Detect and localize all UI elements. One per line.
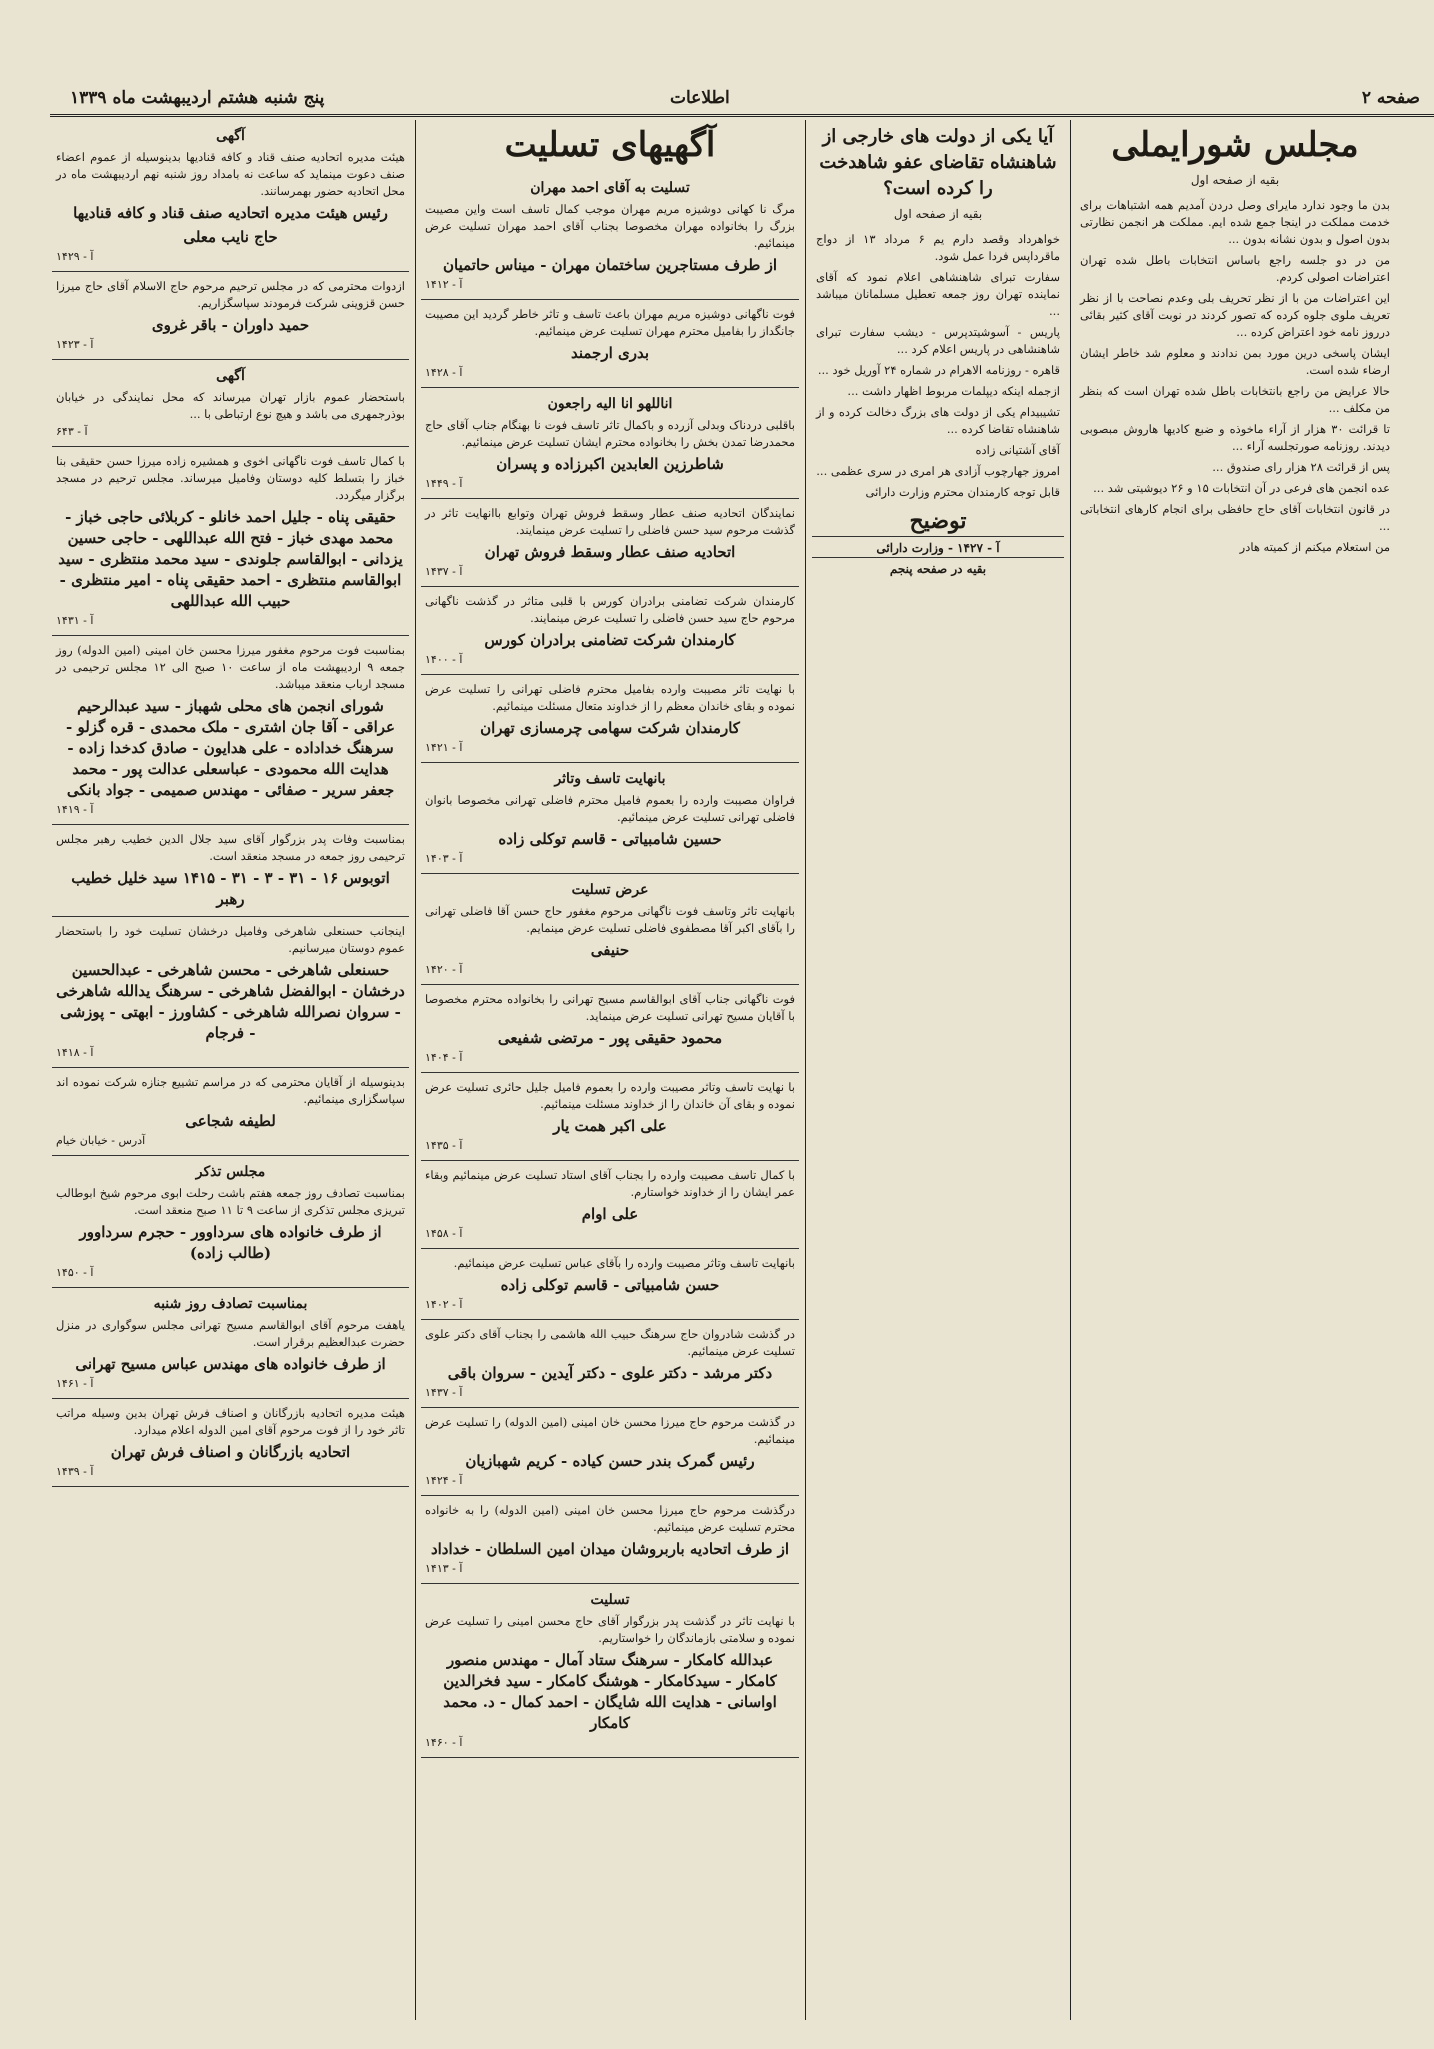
ad-signature: کارمندان شرکت سهامی چرمسازی تهران xyxy=(480,719,740,737)
ad-item xyxy=(52,447,409,636)
ad-signature: از طرف خانواده های مهندس عباس مسیح تهرانی xyxy=(75,1355,386,1373)
ad-code: آ - ۱۴۵۰ xyxy=(56,1266,94,1279)
ad-body: بمناسبت وفات پدر بزرگوار آقای سید جلال الدین خطیب رهبر مجلس ترحیمی روز جمعه در مسجد منعقد است. xyxy=(56,832,405,863)
ad-signature: بدری ارجمند xyxy=(570,344,649,362)
ad-signature: از طرف مستاجرین ساختمان مهران - میناس حاتمیان xyxy=(443,256,777,274)
ad-body: مرگ نا کهانی دوشیزه مریم مهران موجب کمال تاسف است واین مصیبت بزرگ را بخانواده مهران مخصوصا بجناب آقای احمد مهران تسلیت عرض مینمائیم. xyxy=(425,202,795,250)
ad-body: بمناسبت تصادف روز جمعه هفتم باشت رحلت ابوی مرحوم شیخ ابوطالب تبریزی مجلس تذکری از ساعت ۹ تا ۱۱ صبح منعقد است. xyxy=(56,1186,405,1217)
article-paragraph: در قانون انتخابات آقای حاج حافظی برای انجام کارهای انتخاباتی ... xyxy=(1080,502,1390,533)
ad-item xyxy=(421,1249,799,1320)
ads-list xyxy=(52,120,409,1487)
article-paragraph: ازجمله اینکه دیپلمات مربوط اظهار داشت ... xyxy=(847,384,1060,398)
ad-signature: حسین شامبیاتی - قاسم توکلی زاده xyxy=(498,830,722,848)
article-paragraph: این اعتراضات من با از نظر تحریف بلی وعدم نصاحت با از نظر تعریف ملوی جلوه کرده که تصور کردند در نوبت آقای کثیر بقائی درروز نامه خود اعتراض کرده ... xyxy=(1080,291,1390,339)
ad-item xyxy=(421,1073,799,1161)
ad-signature: حمید داوران - باقر غروی xyxy=(151,316,310,334)
ad-item xyxy=(52,1156,409,1288)
ad-item xyxy=(421,1320,799,1408)
ad-code: آ - ۱۴۱۲ xyxy=(425,278,463,291)
column-rule xyxy=(415,120,416,2020)
ad-item xyxy=(421,499,799,587)
notice-title: توضیح xyxy=(909,508,967,534)
ad-item xyxy=(52,272,409,360)
article-paragraph: حالا عرایض من راجع بانتخابات باطل شده تهران است که بنظر من مکلف ... xyxy=(1080,384,1390,415)
article-headline: آیا یکی از دولت های خارجی از شاهنشاه تقاضای عفو شاهدخت را کرده است؟ xyxy=(819,126,1057,199)
column-rule xyxy=(805,120,806,2020)
article-paragraph: تا قرائت ۳۰ هزار از آراء ماخوذه و ضبع کادیها هاروش مبصوبی دیدند. روزنامه صورتجلسه آراء ... xyxy=(1080,422,1391,453)
ad-signature: از طرف خانواده های سرداوور - حجرم سرداوور (طالب زاده) xyxy=(79,1223,382,1262)
ad-item xyxy=(421,874,799,985)
ad-signature: حنیفی xyxy=(590,941,630,959)
ad-signature: شورای انجمن های محلی شهباز - سید عبدالرحیم عراقی - آقا جان اشتری - ملک محمدی - قره گزلو - سرهنگ خداداده - علی هدایون - صادق کدخدا زاده - هدایت الله محمودی - عباسعلی عدالت پور - محمد جعفر سریر - صفائی - مهندس صمیمی - جواد بانکی xyxy=(66,697,395,799)
ad-code: آ - ۱۴۴۹ xyxy=(425,477,463,490)
ad-item xyxy=(421,300,799,388)
article-paragraph: من در دو جلسه راجع باساس انتخابات باطل شده تهران اعتراضات اصولی کردم. xyxy=(1080,253,1390,284)
ad-title: عرض تسلیت xyxy=(571,882,649,898)
ad-item xyxy=(421,1408,799,1496)
article-body xyxy=(1076,195,1394,562)
article-paragraph: آقای آشتیانی زاده xyxy=(975,443,1060,457)
ad-body: با کمال تاسف مصیبت وارده را بجناب آقای استاد تسلیت عرض مینمائیم وبقاء عمر ایشان را از خداوند خواستارم. xyxy=(425,1168,795,1199)
ad-body: بدینوسیله از آقایان محترمی که در مراسم تشییع جنازه شرکت نموده اند سپاسگزاری مینمائیم. xyxy=(56,1075,405,1106)
condolence-ads-column xyxy=(421,120,799,2020)
ad-item xyxy=(421,763,799,874)
ad-signature: از طرف اتحادیه باربروشان میدان امین السلطان - خداداد xyxy=(430,1540,790,1558)
section-title: آگهیهای تسلیت xyxy=(504,125,716,165)
ad-code: آ - ۱۴۵۸ xyxy=(425,1227,463,1240)
ad-signature: علی اکبر همت یار xyxy=(553,1117,667,1135)
ad-title: بانهایت تاسف وتاثر xyxy=(554,771,666,787)
article-paragraph: تشیبیدام یکی از دولت های بزرگ دخالت کرده و از شاهنشاه تقاضا کرده ... xyxy=(816,405,1060,436)
ad-body: با کمال تاسف فوت ناگهانی اخوی و همشیره زاده میرزا حسن حقیقی بنا خباز را بتسلط کلیه دوستان وفامیل میرساند. مجلس ترحیم در مسجد برگزار میگردد. xyxy=(56,454,405,502)
ad-item xyxy=(52,917,409,1068)
page-number: صفحه ۲ xyxy=(1361,88,1420,108)
ad-title: تسلیت به آقای احمد مهران xyxy=(530,180,690,196)
article-paragraph: قابل توجه کارمندان محترم وزارت دارائی xyxy=(865,485,1060,499)
ad-code: آ - ۱۴۲۱ xyxy=(425,741,463,754)
ad-signature: دکتر مرشد - دکتر علوی - دکتر آیدین - سروان باقی xyxy=(447,1364,773,1382)
ad-signature: حسن شامبیاتی - قاسم توکلی زاده xyxy=(500,1276,720,1294)
notices-column xyxy=(52,120,409,2020)
parliament-article xyxy=(1076,120,1394,2020)
ad-item xyxy=(52,120,409,272)
article-paragraph: من استعلام میکنم از کمیته هادر xyxy=(1239,540,1390,554)
ad-signature: حقیقی پناه - جلیل احمد خانلو - کربلائی حاجی خباز - محمد مهدی خباز - فتح الله عبداللهی - حاجی حسین یزدانی - ابوالقاسم جلوندی - سید محمد منتظری - سید ابوالقاسم منتظری - احمد حقیقی پناه - امیر منتظری - حبیب الله عبداللهی xyxy=(58,508,403,610)
ad-title: مجلس تذکر xyxy=(195,1164,266,1180)
ad-body: بانهایت تاسف وتاثر مصیبت وارده را بآقای عباس تسلیت عرض مینمائیم. xyxy=(453,1256,795,1270)
ad-item xyxy=(421,1584,799,1758)
page-header xyxy=(50,84,1434,117)
ad-body: درگذشت مرحوم حاج میرزا محسن خان امینی (امین الدوله) را به خانواده محترم تسلیت عرض مینمائیم. xyxy=(425,1503,795,1534)
ad-body: یاهفت مرحوم آقای ابوالقاسم مسیح تهرانی مجلس سوگواری در منزل حضرت عبدالعظیم برقرار است. xyxy=(56,1318,405,1349)
ad-signature: رئیس گمرک بندر حسن کیاده - کریم شهبازیان xyxy=(465,1452,755,1470)
ad-body: کارمندان شرکت تضامنی برادران کورس با قلبی متاثر در گذشت ناگهانی مرحوم حاج سید حسن فاضلی را تسلیت عرض مینمایند. xyxy=(425,594,795,625)
ad-code: آدرس - خیابان خیام xyxy=(56,1134,146,1147)
ad-code: آ - ۱۴۲۸ xyxy=(425,366,463,379)
news-article xyxy=(812,120,1064,2020)
article-paragraph: خواهرداد وقصد دارم یم ۶ مرداد ۱۳ از دواج ماقرداپس فردا عمل شود. xyxy=(816,232,1060,263)
ad-title: تسلیت xyxy=(590,1592,630,1608)
ads-list xyxy=(421,172,799,1758)
ad-code: آ - ۱۴۰۴ xyxy=(425,1051,463,1064)
ad-item xyxy=(52,1399,409,1487)
ad-title: آگهی xyxy=(216,368,245,384)
column-rule xyxy=(1070,120,1071,2020)
ad-body: فراوان مصیبت وارده را بعموم فامیل محترم فاضلی تهرانی مخصوصا بانوان فاضلی تهرانی تسلیت عرض مینمائیم. xyxy=(425,793,795,824)
article-body xyxy=(812,229,1064,507)
ad-signature: کارمندان شرکت تضامنی برادران کورس xyxy=(484,631,736,649)
ad-body: با نهایت تاسف وتاثر مصیبت وارده را بعموم فامیل جلیل حائری تسلیت عرض نموده و بقای آن خاندان را از خداوند مسئلت مینمائیم. xyxy=(425,1080,795,1111)
ad-signature: محمود حقیقی پور - مرتضی شفیعی xyxy=(497,1029,723,1047)
ad-item xyxy=(421,587,799,675)
ad-body: در گذشت شادروان حاج سرهنگ حبیب الله هاشمی را بجناب آقای دکتر علوی تسلیت عرض مینمائیم. xyxy=(425,1327,795,1358)
ad-code: آ - ۱۴۲۴ xyxy=(425,1474,463,1487)
article-paragraph: عده انجمن های فرعی در آن انتخابات ۱۵ و ۲۶ دیوشیتی شد ... xyxy=(1093,481,1390,495)
ad-signature: علی اوام xyxy=(581,1205,639,1223)
ad-item xyxy=(52,636,409,825)
ad-code: آ - ۱۴۰۲ xyxy=(425,1298,463,1311)
ad-item xyxy=(421,1161,799,1249)
article-paragraph: بدن ما وجود ندارد مایرای وصل دردن آمدیم همه اشتباهات برای خدمت مملکت در اینجا جمع شده ایم. مملکت هر انجمن نظارتی بدون اصول و بدون نشانه بدون ... xyxy=(1080,198,1390,246)
ad-body: بانهایت تاثر وتاسف فوت ناگهانی مرحوم مغفور حاج حسن آقا فاضلی تهرانی را بآقای اکبر آقا مصطفوی فاضلی تسلیت عرض مینمایم. xyxy=(425,904,795,935)
ad-code: آ - ۱۴۳۷ xyxy=(425,1386,463,1399)
ad-body: هیئت مدیره اتحادیه بازرگانان و اصناف فرش تهران بدین وسیله مراتب تاثر خود را از فوت مرحوم آقای امین الدوله اعلام میدارد. xyxy=(56,1406,405,1437)
ad-item xyxy=(52,1288,409,1399)
ad-body: هیئت مدیره اتحادیه صنف قناد و کافه قنادیها بدینوسیله از عموم اعضاء صنف دعوت مینماید که ساعت نه بامداد روز شنبه نهم اردیبهشت ماه در محل اتحادیه حضور بهمرسانند. xyxy=(56,150,405,198)
ad-code: آ - ۱۴۳۱ xyxy=(56,614,94,627)
article-paragraph: امروز جهارچوب آزادی هر امری در سری عظمی ... xyxy=(816,464,1060,478)
article-paragraph: پس از قرائت ۲۸ هزار رای صندوق ... xyxy=(1212,460,1390,474)
ad-body: فوت ناگهانی دوشیزه مریم مهران باعث تاسف و تاثر خاطر گردید این مصیبت جانگداز را بفامیل محترم مهران تسلیت عرض مینمائیم. xyxy=(425,307,795,338)
ad-code: آ - ۱۴۰۳ xyxy=(425,852,463,865)
ad-body: در گذشت مرحوم حاج میرزا محسن خان امینی (امین الدوله) را تسلیت عرض مینمائیم. xyxy=(425,1415,795,1446)
article-title: مجلس شورایملی xyxy=(1111,125,1359,165)
ad-code: آ - ۶۴۳ xyxy=(56,425,88,438)
ad-title: اناللهو انا الیه راجعون xyxy=(547,396,673,412)
ad-code: آ - ۱۴۳۵ xyxy=(425,1139,463,1152)
ad-code: آ - ۱۴۶۱ xyxy=(56,1377,94,1390)
ad-item xyxy=(421,1496,799,1584)
ad-body: فوت ناگهانی جناب آقای ابوالقاسم مسیح تهرانی را بخانواده محترم مخصوصا با آقایان مسیح تهرانی تسلیت عرض مینماید. xyxy=(425,992,795,1023)
ad-code: آ - ۱۴۳۷ xyxy=(425,565,463,578)
ad-code: آ - ۱۴۱۳ xyxy=(425,1562,463,1575)
ad-code: آ - ۱۴۰۰ xyxy=(425,653,463,666)
article-paragraph: ایشان پاسخی درین مورد بمن ندادند و معلوم شد خاطر ایشان ارضاء شده است. xyxy=(1080,346,1390,377)
ad-code: آ - ۱۴۲۹ xyxy=(56,250,94,263)
ad-signature: حسنعلی شاهرخی - محسن شاهرخی - عبدالحسین درخشان - ابوالفضل شاهرخی - سرهنگ یدالله شاهرخی - سروان نصرالله شاهرخی - کشاورز - ابهتی - پوزشی - فرجام xyxy=(56,961,405,1042)
ad-title: آگهی xyxy=(216,128,245,144)
notice-sign: آ - ۱۴۲۷ - وزارت دارائی xyxy=(812,536,1064,557)
ad-signature: اتوبوس ۱۶ - ۳۱ - ۳ - ۳۱ - ۱۴۱۵ سید خلیل خطیب رهبر xyxy=(71,869,390,908)
ad-signature: اتحادیه صنف عطار وسقط فروش تهران xyxy=(484,543,736,561)
ad-item xyxy=(52,1068,409,1156)
ad-code: آ - ۱۴۳۹ xyxy=(56,1465,94,1478)
ad-item xyxy=(52,825,409,917)
article-paragraph: پاریس - آسوشیتدپرس - دیشب سفارت تبرای شاهنشاهی در پاریس اعلام کرد ... xyxy=(816,325,1060,356)
ad-signature: عبدالله کامکار - سرهنگ ستاد آمال - مهندس منصور کامکار - سیدکامکار - هوشنگ کامکار - سید فخرالدین اواسانی - هدایت الله شایگان - احمد کمال - د. محمد کامکار xyxy=(443,1651,777,1732)
paper-name: اطلاعات xyxy=(670,88,730,108)
ad-item xyxy=(421,388,799,499)
ad-body: با نهایت تاثر در گذشت پدر بزرگوار آقای حاج محسن امینی را تسلیت عرض نموده و سلامتی بازماندگان را خواستاریم. xyxy=(425,1614,795,1645)
ad-signature: حاج نایب معلی xyxy=(183,228,278,246)
ad-body: باستحضار عموم بازار تهران میرساند که محل نمایندگی در خیابان بوذرجمهری می باشد و هیچ نوع ارتباطی با ... xyxy=(56,390,405,421)
ad-code: آ - ۱۴۱۸ xyxy=(56,1046,94,1059)
article-paragraph: سفارت تبرای شاهنشاهی اعلام نمود که آقای نماینده تهران روز جمعه تعطیل مسلمانان میباشد ... xyxy=(816,270,1060,318)
ad-body: اینجانب حسنعلی شاهرخی وفامیل درخشان تسلیت خود را باستحضار عموم دوستان میرسانیم. xyxy=(56,924,405,955)
article-paragraph: قاهره - روزنامه الاهرام در شماره ۲۴ آوریل خود ... xyxy=(817,363,1060,377)
ad-item xyxy=(421,985,799,1073)
ad-code: آ - ۱۴۲۳ xyxy=(56,338,94,351)
ad-signature: اتحادیه بازرگانان و اصناف فرش تهران xyxy=(110,1443,351,1461)
ad-body: با نهایت تاثر مصیبت وارده بفامیل محترم فاضلی تهرانی را تسلیت عرض نموده و بقای خاندان معظم را از خداوند متعال مسئلت مینمائیم. xyxy=(425,682,795,713)
ad-signature: لطیفه شجاعی xyxy=(185,1112,276,1130)
ad-code: آ - ۱۴۲۰ xyxy=(425,963,463,976)
ad-item xyxy=(421,172,799,300)
ad-item xyxy=(421,675,799,763)
issue-date: پنج شنبه هشتم اردیبهشت ماه ۱۳۳۹ xyxy=(70,88,325,108)
ad-title: بمناسبت تصادف روز شنبه xyxy=(153,1296,308,1312)
ad-body: بمناسبت فوت مرحوم مغفور میرزا محسن خان امینی (امین الدوله) روز جمعه ۹ اردیبهشت ماه از ساعت ۱۰ صبح الی ۱۲ مجلس ترحیمی در مسجد ارباب منعقد میباشد. xyxy=(56,643,405,691)
continued-footer: بقیه در صفحه پنجم xyxy=(812,557,1064,578)
ad-code: آ - ۱۴۱۹ xyxy=(56,803,94,816)
ad-body: باقلبی دردناک وبدلی آزرده و باکمال تاثر تاسف فوت نا بهنگام جناب آقای حاج محمدرضا تمدن بخش را بخانواده محترم ایشان تسلیت عرض مینمائیم. xyxy=(425,418,795,449)
continued-label: بقیه از صفحه اول xyxy=(893,207,983,221)
continued-label: بقیه از صفحه اول xyxy=(1190,173,1280,187)
ad-body: ازدوات محترمی که در مجلس ترحیم مرحوم حاج الاسلام آقای حاج میرزا حسن قزوینی شرکت فرمودند سپاسگزاریم. xyxy=(56,279,405,310)
ad-body: نمایندگان اتحادیه صنف عطار وسقط فروش تهران وتوابع باانهایت تاثر در گذشت مرحوم سید حسن فاضلی را تسلیت عرض مینمایند. xyxy=(425,506,795,537)
ad-code: آ - ۱۴۶۰ xyxy=(425,1736,463,1749)
ad-item xyxy=(52,360,409,447)
ad-signature: شاطرزین العابدین اکبرزاده و پسران xyxy=(496,455,724,473)
ad-signature: رئیس هیئت مدیره اتحادیه صنف قناد و کافه قنادیها xyxy=(73,204,388,222)
